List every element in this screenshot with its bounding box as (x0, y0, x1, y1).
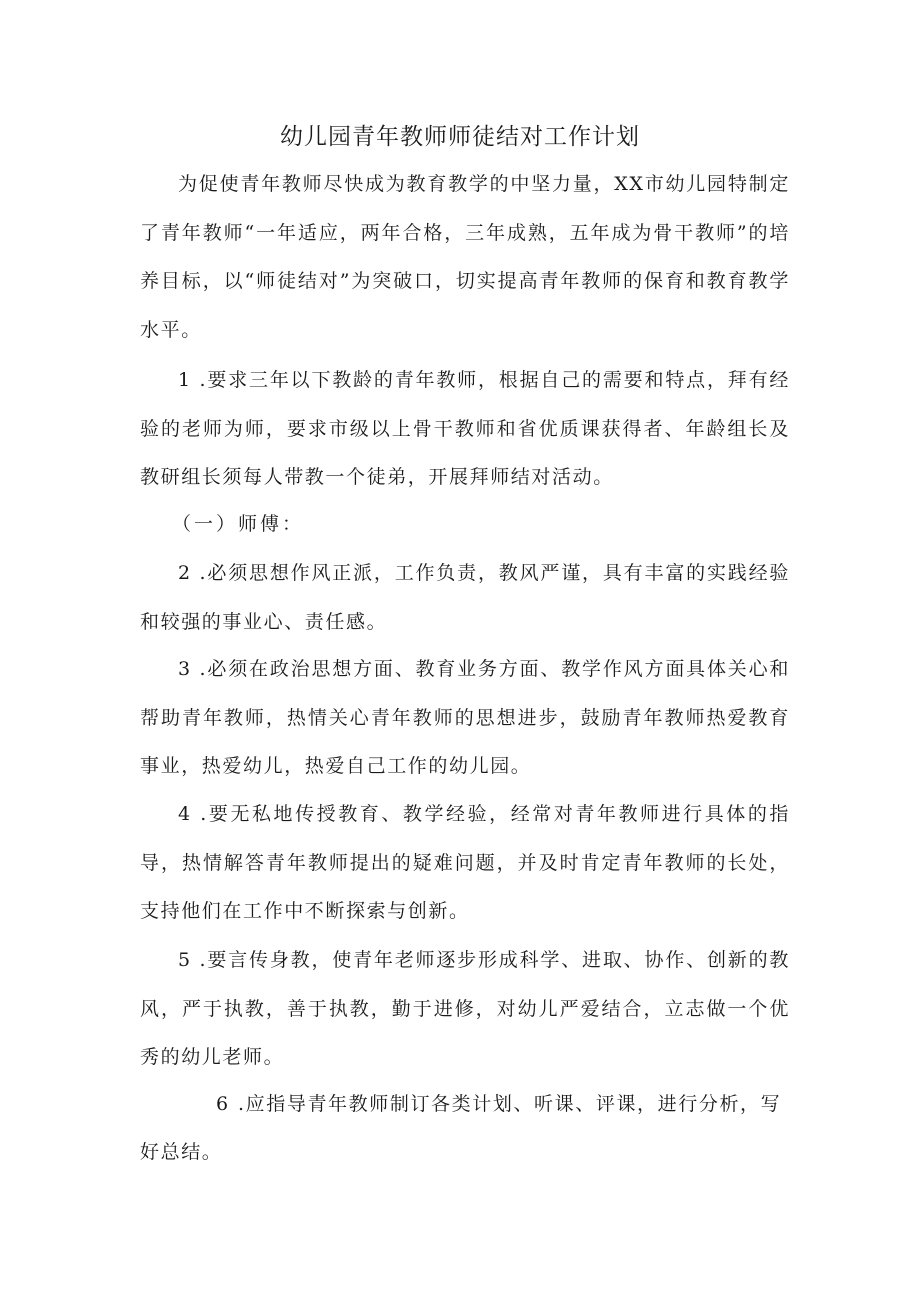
subheading-mentor: （一）师傅： (172, 513, 305, 535)
intro-paragraph: 为促使青年教师尽快成为教育教学的中坚力量，XX市幼儿园特制定了青年教师“一年适应，两年合格，三年成熟，五年成为骨干教师”的培养目标，以“师徒结对”为突破口，切实提高青年教师的保育和教育教学水平。 (140, 173, 790, 341)
item-5-paragraph: 5 .要言传身教，使青年老师逐步形成科学、进取、协作、创新的教风，严于执教，善于执教，勤于进修，对幼儿严爱结合，立志做一个优秀的幼儿老师。 (140, 949, 790, 1068)
item-3-paragraph: 3 .必须在政治思想方面、教育业务方面、教学作风方面具体关心和帮助青年教师，热情关心青年教师的思想进步，鼓励青年教师热爱教育事业，热爱幼儿，热爱自己工作的幼儿园。 (140, 658, 790, 777)
document-title: 幼儿园青年教师师徒结对工作计划 (280, 124, 640, 150)
item-6-continued: 好总结。 (140, 1141, 223, 1163)
item-6-number: 6 (216, 1093, 230, 1115)
item-6-paragraph (140, 1080, 790, 1129)
item-4-paragraph: 4 .要无私地传授教育、教学经验，经常对青年教师进行具体的指导，热情解答青年教师提出的疑难问题，并及时肯定青年教师的长处，支持他们在工作中不断探索与创新。 (140, 803, 790, 922)
item-2-paragraph: 2 .必须思想作风正派，工作负责，教风严谨，具有丰富的实践经验和较强的事业心、责任感。 (140, 562, 790, 633)
item-6-text: .应指导青年教师制订各类计划、听课、评课，进行分析，写 (238, 1093, 782, 1115)
item-1-paragraph: 1 .要求三年以下教龄的青年教师，根据自己的需要和特点，拜有经验的老师为师，要求市级以上骨干教师和省优质课获得者、年龄组长及教研组长须每人带教一个徒弟，开展拜师结对活动。 (140, 369, 790, 488)
